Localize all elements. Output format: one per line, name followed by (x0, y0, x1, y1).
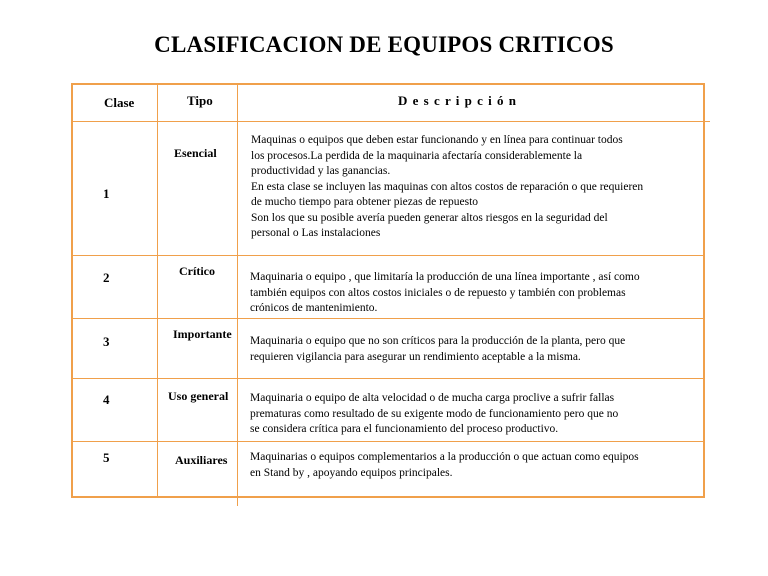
row-3-clase: 3 (103, 334, 110, 349)
row-4-tipo: Uso general (168, 389, 229, 403)
page-title: CLASIFICACION DE EQUIPOS CRITICOS (154, 32, 614, 57)
header-descripcion: D e s c r i p c i ó n (398, 93, 517, 108)
column-divider (237, 83, 238, 506)
row-5-tipo: Auxiliares (175, 453, 228, 467)
row-2-clase: 2 (103, 270, 110, 285)
row-3-descripcion: Maquinaria o equipo que no son críticos para la producción de la planta, pero que requieren vigilancia para asegurar un rendimiento aceptable a la misma. (250, 335, 626, 363)
column-divider (157, 83, 158, 498)
row-2-tipo: Crítico (179, 264, 215, 278)
header-clase: Clase (104, 95, 135, 110)
row-1-clase: 1 (103, 186, 110, 201)
row-3-tipo: Importante (173, 327, 232, 341)
row-divider (71, 378, 705, 379)
row-5-descripcion: Maquinarias o equipos complementarios a la producción o que actuan como equipos en Stand by , apoyando equipos principales. (250, 451, 639, 479)
row-divider (71, 255, 705, 256)
header-tipo: Tipo (187, 93, 213, 108)
row-divider (71, 441, 705, 442)
row-2-descripcion: Maquinaria o equipo , que limitaría la producción de una línea importante , así como también equipos con altos costos iniciales o de repuesto y también con problemas crónicos de mantenimiento. (250, 271, 640, 314)
row-1-tipo: Esencial (174, 146, 217, 160)
row-divider (71, 121, 710, 122)
row-5-clase: 5 (103, 450, 110, 465)
row-4-descripcion: Maquinaria o equipo de alta velocidad o de mucha carga proclive a sufrir fallas prematuras como resultado de su exigente modo de funcionamiento pero que no se considera crítica para el funcionamiento del proceso productivo. (250, 392, 619, 435)
row-1-descripcion: Maquinas o equipos que deben estar funcionando y en línea para continuar todos los procesos.La perdida de la maquinaria afectaría considerablemente la productividad y las ganancias. En esta clase se incluyen las maquinas con altos costos de reparación o que requieren de mucho tiempo para obtener piezas de repuesto Son los que su posible avería pueden generar altos riesgos en la seguridad del personal o Las instalaciones (251, 134, 644, 239)
row-4-clase: 4 (103, 392, 110, 407)
row-divider (71, 318, 705, 319)
